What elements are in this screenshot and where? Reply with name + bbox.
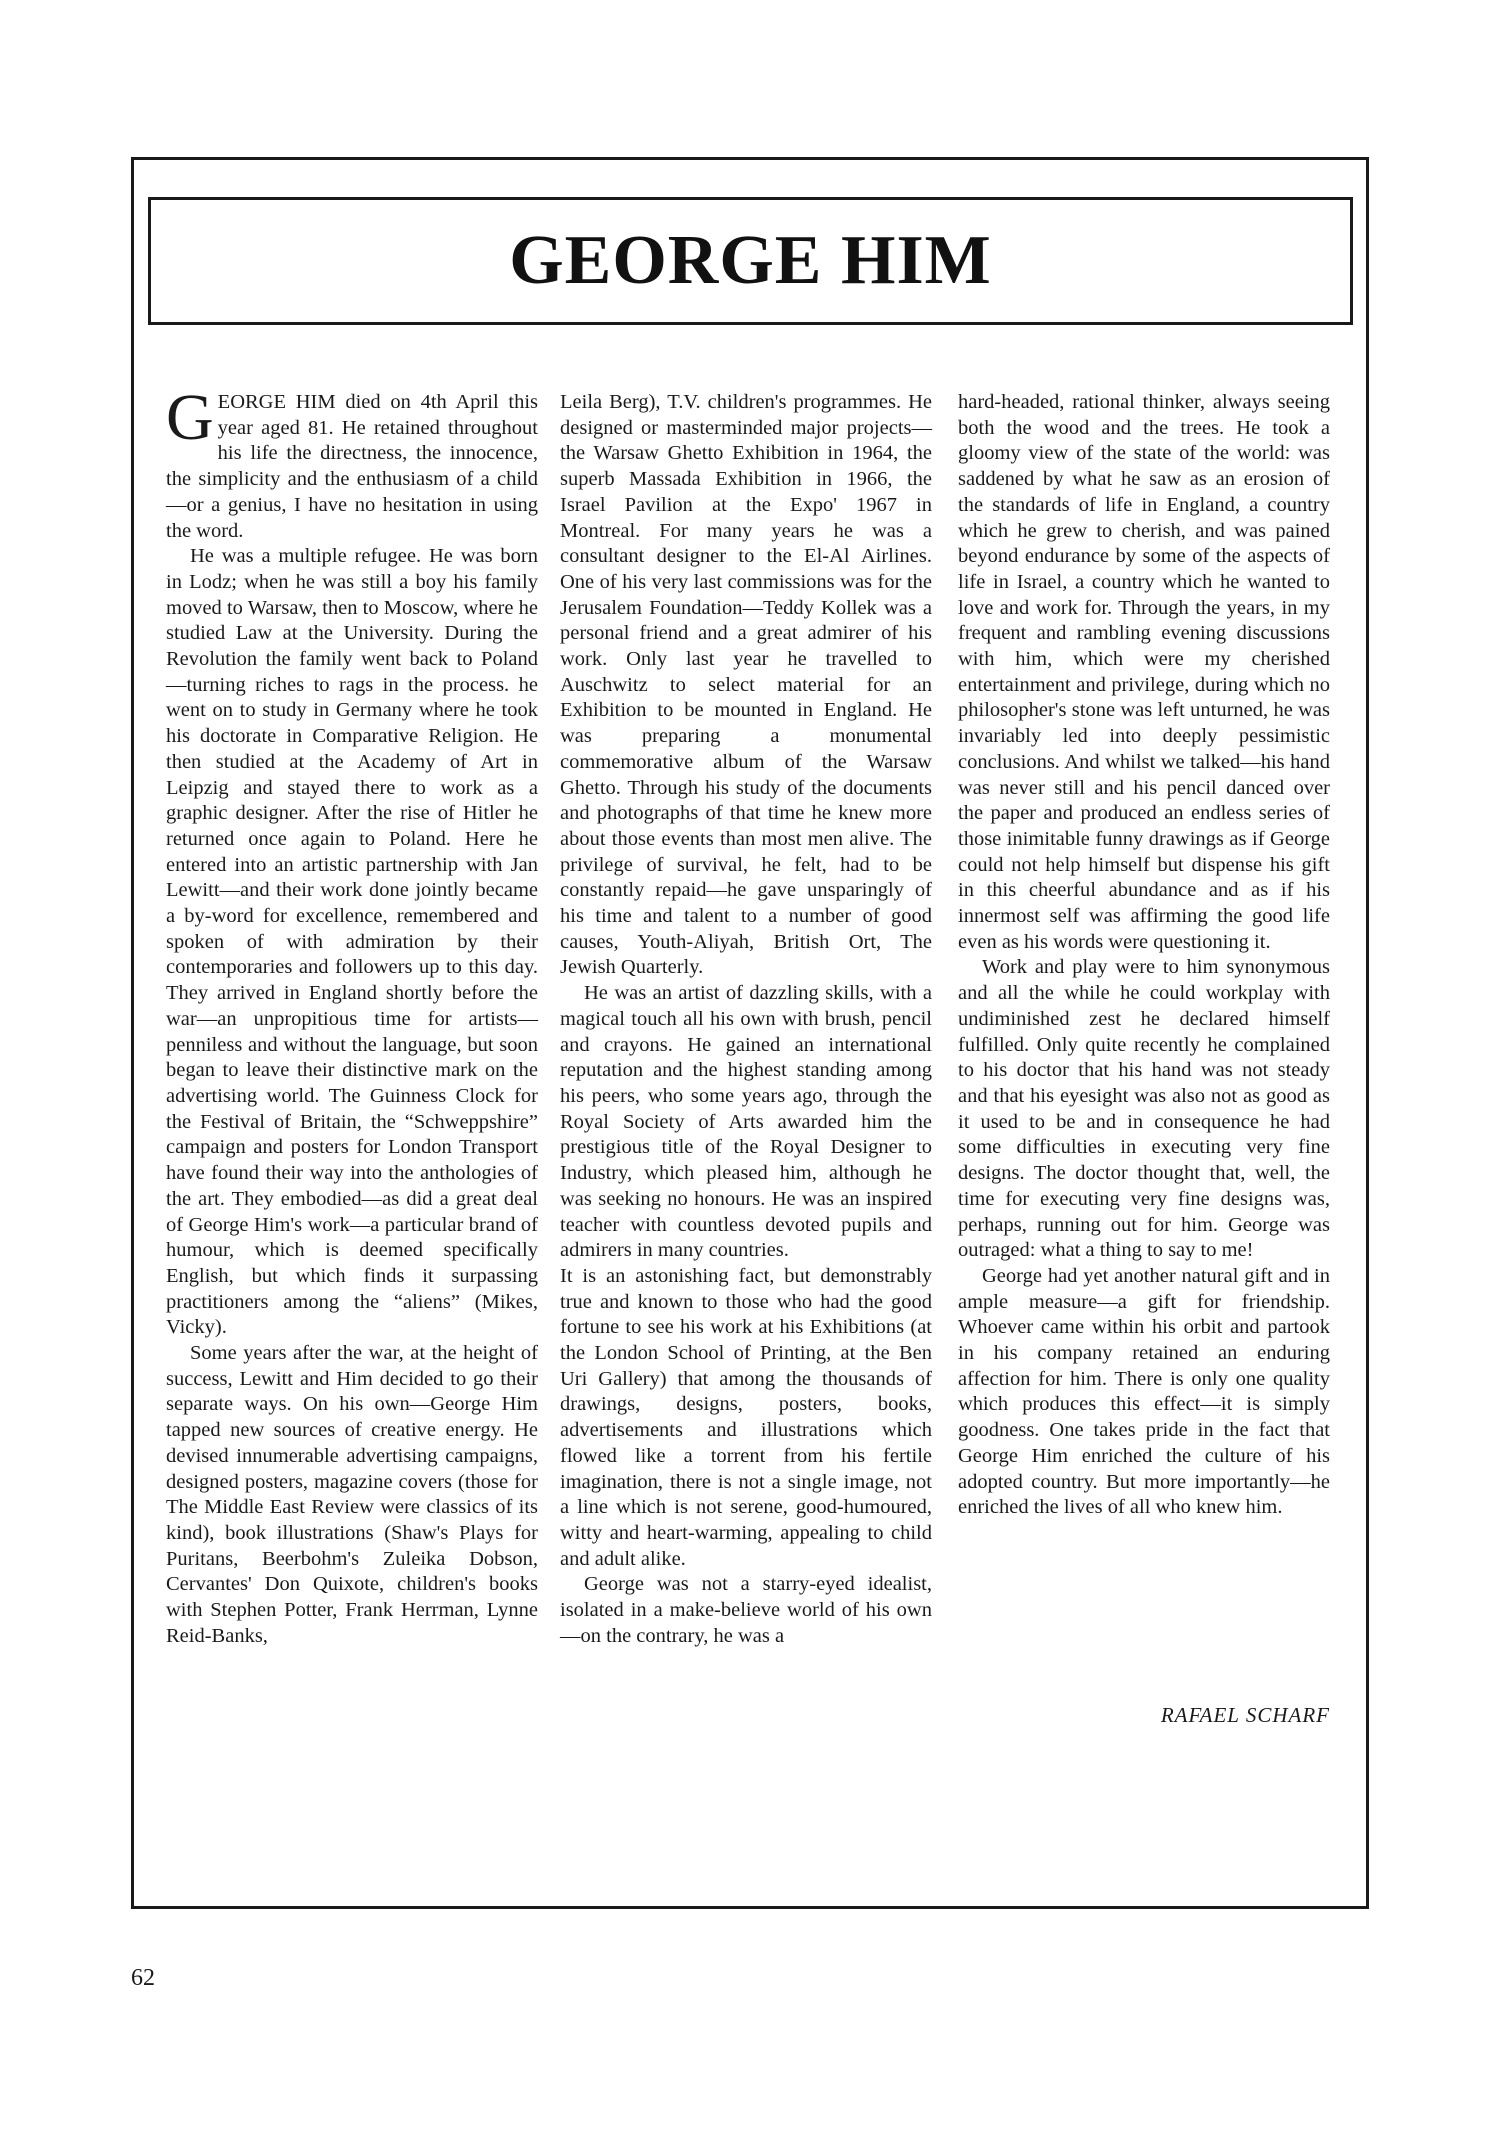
- paragraph: Leila Berg), T.V. children's programmes. He designed or masterminded major projects—the Warsaw Ghetto Exhibition in 1964, the superb Massada Exhibition in 1966, the Israel Pavilion at the Expo' 1967 in Montreal. For many years he was a consultant designer to the El-Al Airlines. One of his very last commissions was for the Jerusalem Foundation—Teddy Kollek was a personal friend and a great admirer of his work. Only last year he travelled to Auschwitz to select material for an Exhibition to be mounted in England. He was preparing a monumental commemorative album of the Warsaw Ghetto. Through his study of the documents and photographs of that time he knew more about those events than most men alive. The privilege of survival, he felt, had to be constantly repaid—he gave unsparingly of his time and talent to a number of good causes, Youth-Aliyah, British Ort, The Jewish Quarterly.: [560, 391, 932, 979]
- paragraph: He was a multiple refugee. He was born in Lodz; when he was still a boy his family moved to Warsaw, then to Moscow, where he studied Law at the University. During the Revolution the family went back to Poland—turning riches to rags in the process. he went on to study in Germany where he took his doctorate in Comparative Religion. He then studied at the Academy of Art in Leipzig and stayed there to work as a graphic designer. After the rise of Hitler he returned once again to Poland. Here he entered into an artistic partnership with Jan Lewitt—and their work done jointly became a by-word for excellence, remembered and spoken of with admiration by their contemporaries and followers up to this day. They arrived in England shortly before the war—an unpropitious time for artists—penniless and without the language, but soon began to leave their distinctive mark on the advertising world. The Guinness Clock for the Festival of Britain, the “Schweppshire” campaign and posters for London Transport have found their way into the anthologies of the art. They embodied—as did a great deal of George Him's work—a particular brand of humour, which is deemed specifically English, but which finds it surpassing practitioners among the “aliens” (Mikes, Vicky).: [166, 545, 538, 1339]
- column-2: [560, 390, 932, 1649]
- paragraph: George was not a starry-eyed idealist, isolated in a make-believe world of his own—on the contrary, he was a: [560, 1573, 932, 1647]
- paragraph: George had yet another natural gift and in ample measure—a gift for friendship. Whoever came within his orbit and partook in his company retained an enduring affection for him. There is only one quality which produces this effect—it is simply goodness. One takes pride in the fact that George Him enriched the culture of his adopted country. But more importantly—he enriched the lives of all who knew him.: [958, 1264, 1330, 1519]
- column-1: [166, 381, 538, 1649]
- column-3: [958, 390, 1330, 1521]
- paragraph: hard-headed, rational thinker, always seeing both the wood and the trees. He took a gloomy view of the state of the world: was saddened by what he saw as an erosion of the standards of life in England, a country which he grew to cherish, and was pained beyond endurance by some of the aspects of life in Israel, a country which he wanted to love and work for. Through the years, in my frequent and rambling evening discussions with him, which were my cherished entertainment and privilege, during which no philosopher's stone was left unturned, he was invariably led into deeply pessimistic conclusions. And whilst we talked—his hand was never still and his pencil danced over the paper and produced an endless series of those inimitable funny drawings as if George could not help himself but dispense his gift in this cheerful abundance and as if his innermost self was affirming the good life even as his words were questioning it.: [958, 391, 1330, 953]
- author-signature: RAFAEL SCHARF: [1160, 1703, 1330, 1727]
- paragraph-text: EORGE HIM died on 4th April this year aged 81. He retained throughout his life the directness, the innocence, the simplicity and the enthusiasm of a child—or a genius, I have no hesitation in using the word.: [166, 391, 538, 542]
- paragraph: It is an astonishing fact, but demonstrably true and known to those who had the good fortune to see his work at his Exhibitions (at the London School of Printing, at the Ben Uri Gallery) that among the thousands of drawings, designs, posters, books, advertisements and illustrations which flowed like a torrent from his fertile imagination, there is not a single image, not a line which is not serene, good-humoured, witty and heart-warming, appealing to child and adult alike.: [560, 1264, 932, 1570]
- drop-cap: G: [166, 381, 214, 454]
- paragraph: He was an artist of dazzling skills, with a magical touch all his own with brush, pencil and crayons. He gained an international reputation and the highest standing among his peers, who some years ago, through the Royal Society of Arts awarded him the prestigious title of the Royal Designer to Industry, which pleased him, although he was seeking no honours. He was an inspired teacher with countless devoted pupils and admirers in many countries.: [560, 982, 932, 1262]
- title-box: [148, 197, 1353, 325]
- paragraph: Work and play were to him synonymous and all the while he could workplay with undiminished zest he declared himself fulfilled. Only quite recently he complained to his doctor that his hand was not steady and that his eyesight was also not as good as it used to be and in consequence he had some difficulties in executing very fine designs. The doctor thought that, well, the time for executing very fine designs was, perhaps, running out for him. George was outraged: what a thing to say to me!: [958, 956, 1330, 1262]
- article-title: GEORGE HIM: [509, 222, 992, 299]
- paragraph: Some years after the war, at the height of success, Lewitt and Him decided to go their separate ways. On his own—George Him tapped new sources of creative energy. He devised innumerable advertising campaigns, designed posters, magazine covers (those for The Middle East Review were classics of its kind), book illustrations (Shaw's Plays for Puritans, Beerbohm's Zuleika Dobson, Cervantes' Don Quixote, children's books with Stephen Potter, Frank Herrman, Lynne Reid-Banks,: [166, 1342, 538, 1647]
- paragraph: [166, 381, 538, 544]
- page-number: 62: [131, 1965, 155, 1991]
